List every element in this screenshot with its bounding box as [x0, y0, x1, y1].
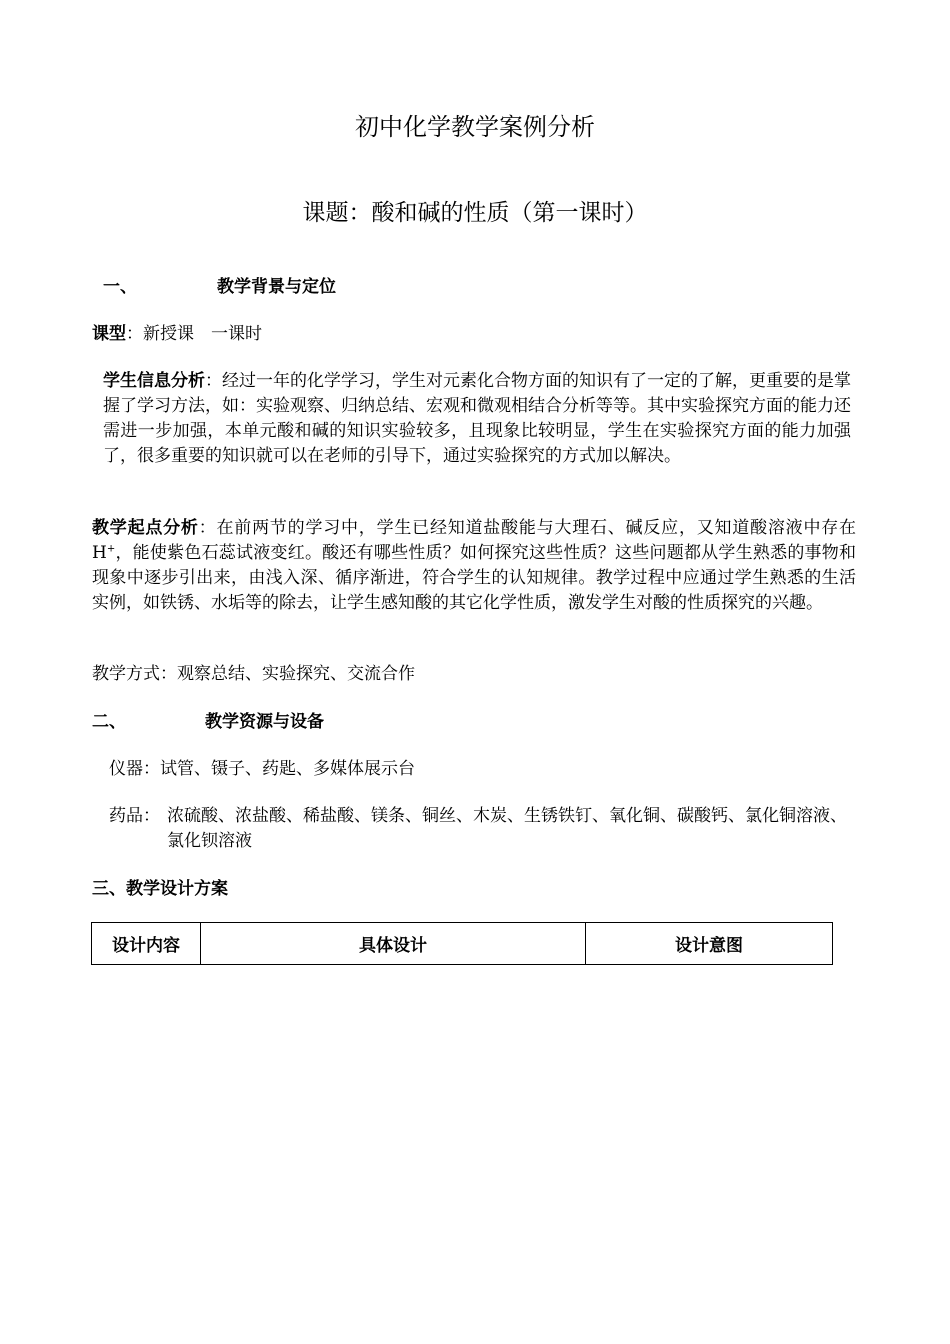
chemicals-value: 浓硫酸、浓盐酸、稀盐酸、镁条、铜丝、木炭、生锈铁钉、氧化铜、碳酸钙、氯化铜溶液、氯化钡溶液 [167, 806, 847, 851]
section-number: 一、 [103, 277, 137, 297]
lesson-topic: 课题：酸和碱的性质（第一课时） [302, 200, 648, 226]
start-analysis-label: 教学起点分析 [92, 518, 199, 538]
student-analysis-paragraph [103, 369, 851, 469]
section-heading-2 [92, 710, 324, 735]
table-header-cell: 设计内容 [92, 923, 201, 965]
student-analysis-label: 学生信息分析 [103, 371, 205, 391]
instruments-list: 仪器：试管、镊子、药匙、多媒体展示台 [109, 759, 415, 779]
lesson-type-value: 新授课 一课时 [143, 324, 262, 344]
lesson-type [92, 322, 262, 347]
start-analysis-paragraph [92, 516, 856, 616]
table-header-row [92, 923, 833, 965]
section-number: 二、 [92, 712, 126, 732]
student-analysis-text: 经过一年的化学学习，学生对元素化合物方面的知识有了一定的了解，更重要的是掌握了学习方法，如：实验观察、归纳总结、宏观和微观相结合分析等等。其中实验探究方面的能力还需进一步加强，本单元酸和碱的知识实验较多，且现象比较明显，学生在实验探究方面的能力加强了，很多重要的知识就可以在老师的引导下，通过实验探究的方式加以解决。 [103, 371, 851, 466]
section-heading-1 [103, 275, 336, 300]
section-label: 教学资源与设备 [205, 712, 324, 732]
table-header-cell: 具体设计 [201, 923, 586, 965]
lesson-type-label: 课型 [92, 324, 126, 344]
teaching-method: 教学方式：观察总结、实验探究、交流合作 [92, 664, 415, 684]
document-title: 初中化学教学案例分析 [355, 113, 595, 141]
section-label: 教学背景与定位 [217, 277, 336, 297]
start-analysis-text-1: 在前两节的学习中，学生已经知道盐酸能与大理石、碱反应，又知道酸溶液中存在 H [92, 518, 857, 563]
design-table [91, 922, 833, 965]
section-heading-3: 三、教学设计方案 [92, 879, 228, 899]
ion-charge: + [106, 543, 116, 555]
table-header-cell: 设计意图 [586, 923, 833, 965]
student-analysis-colon: ： [205, 371, 222, 391]
chemicals-label: 药品： [109, 806, 160, 826]
start-analysis-text-2: ，能使紫色石蕊试液变红。酸还有哪些性质？如何探究这些性质？这些问题都从学生熟悉的事物和现象中逐步引出来，由浅入深、循序渐进，符合学生的认知规律。教学过程中应通过学生熟悉的生活实例，如铁锈、水垢等的除去，让学生感知酸的其它化学性质，激发学生对酸的性质探究的兴趣。 [92, 543, 856, 613]
lesson-type-colon: ： [126, 324, 143, 344]
chemicals-list [109, 804, 859, 854]
start-analysis-colon: ： [198, 518, 217, 538]
